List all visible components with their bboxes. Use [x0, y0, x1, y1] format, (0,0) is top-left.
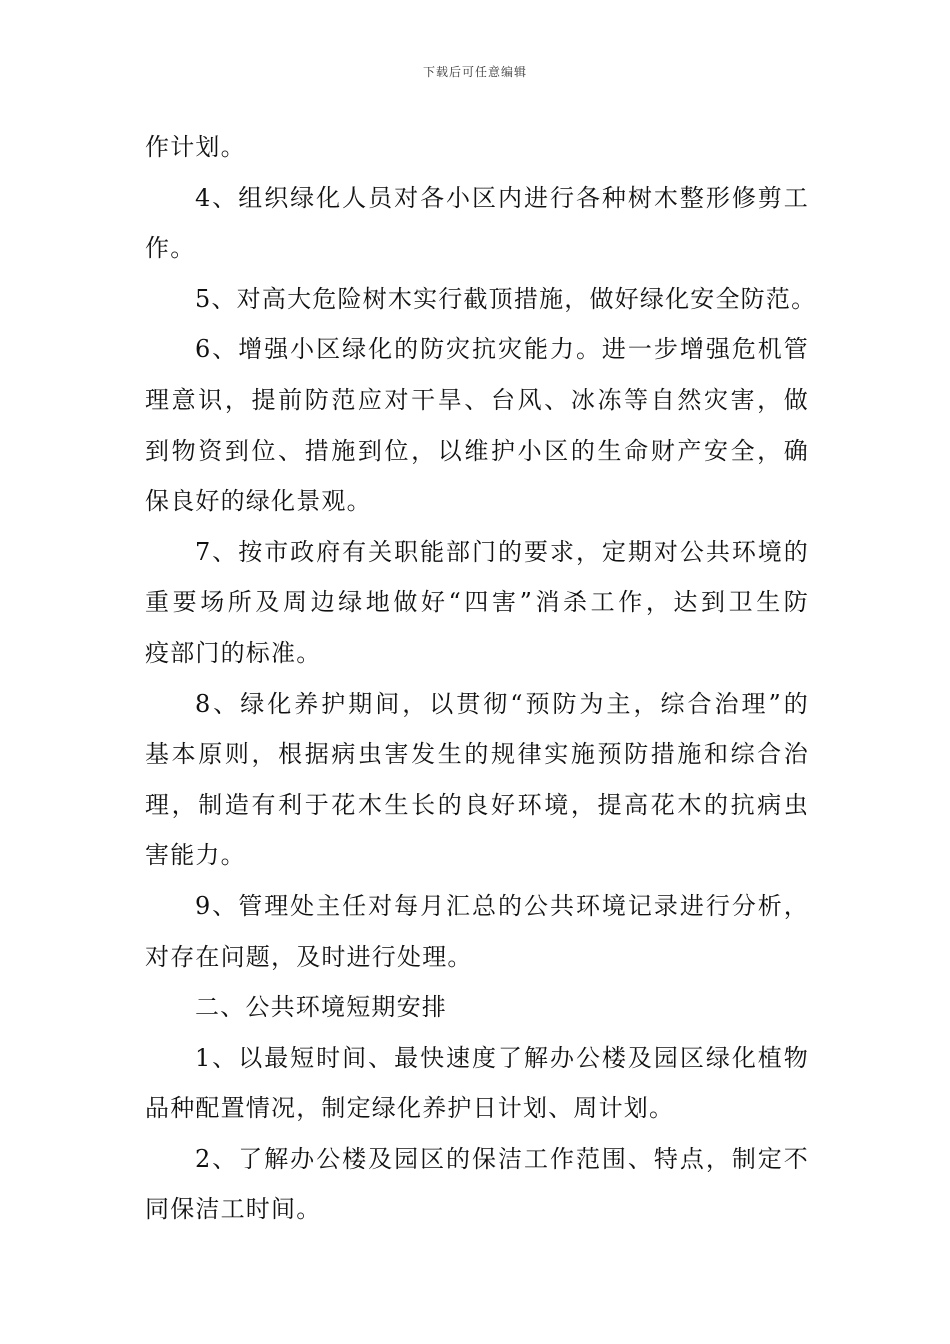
text-line: 5、对高大危险树木实行截顶措施，做好绿化安全防范。 [195, 284, 817, 313]
text-line: 6、增强小区绿化的防灾抗灾能力。进一步增强危机管 [195, 335, 809, 364]
text-line: 到物资到位、措施到位，以维护小区的生命财产安全，确 [145, 436, 809, 465]
text-line: 作计划。 [145, 133, 246, 161]
text-line: 品种配置情况，制定绿化养护日计划、周计划。 [145, 1094, 675, 1123]
text-line: 保良好的绿化景观。 [145, 487, 372, 516]
text-line: 二、公共环境短期安排 [195, 993, 447, 1022]
text-line: 疫部门的标准。 [145, 638, 322, 667]
text-line: 对存在问题，及时进行处理。 [145, 942, 473, 971]
text-line: 4、组织绿化人员对各小区内进行各种树木整形修剪工 [195, 183, 809, 212]
text-line: 理意识，提前防范应对干旱、台风、冰冻等自然灾害，做 [145, 385, 809, 414]
page-header-note: 下载后可任意编辑 [422, 65, 527, 79]
text-line: 作。 [145, 234, 196, 263]
text-line: 基本原则，根据病虫害发生的规律实施预防措施和综合治 [145, 740, 809, 769]
document-body [145, 122, 817, 1235]
text-line: 8、绿化养护期间，以贯彻“预防为主，综合治理”的 [195, 689, 809, 718]
text-line: 1、以最短时间、最快速度了解办公楼及园区绿化植物 [195, 1043, 809, 1072]
text-line: 重要场所及周边绿地做好“四害”消杀工作，达到卫生防 [145, 588, 809, 617]
text-line: 害能力。 [145, 841, 246, 870]
text-line: 理，制造有利于花木生长的良好环境，提高花木的抗病虫 [145, 790, 809, 819]
text-line: 7、按市政府有关职能部门的要求，定期对公共环境的 [195, 537, 809, 566]
text-line: 9、管理处主任对每月汇总的公共环境记录进行分析， [195, 891, 809, 920]
text-line: 2、了解办公楼及园区的保洁工作范围、特点，制定不 [195, 1144, 809, 1173]
text-line: 同保洁工时间。 [145, 1195, 322, 1224]
